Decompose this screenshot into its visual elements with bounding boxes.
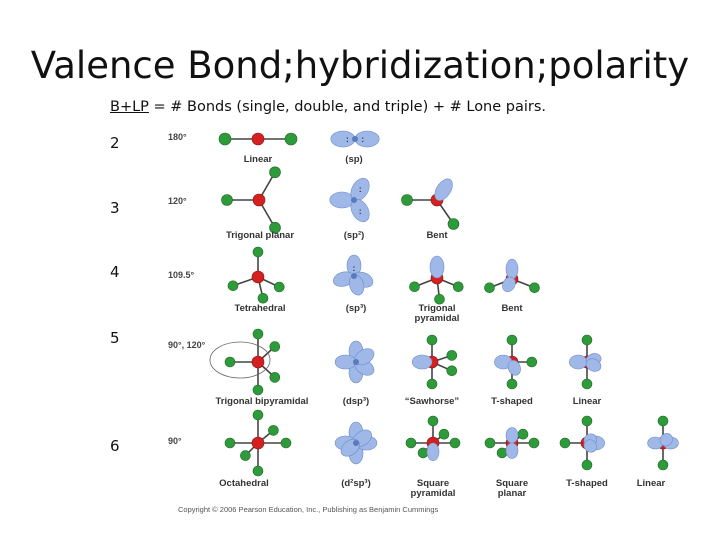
outer-atom bbox=[447, 350, 457, 360]
outer-atom bbox=[658, 460, 668, 470]
row-count-5: 5 bbox=[110, 329, 120, 347]
label-sawhorse: “Sawhorse” bbox=[404, 396, 460, 407]
slide-title: Valence Bond;hybridization;polarity bbox=[30, 44, 690, 87]
outer-atom bbox=[225, 438, 235, 448]
lone-pair-dots: : bbox=[358, 185, 362, 195]
orbital-lobe bbox=[430, 256, 444, 278]
outer-atom bbox=[240, 451, 250, 461]
outer-atom bbox=[448, 219, 459, 230]
outer-atom bbox=[270, 372, 280, 382]
lone-pair-dots: : bbox=[345, 135, 349, 144]
orbital-lobe bbox=[335, 355, 356, 369]
outer-atom bbox=[253, 329, 263, 339]
outer-atom bbox=[658, 416, 668, 426]
outer-atom bbox=[485, 283, 495, 293]
orbital-lobe bbox=[331, 131, 355, 147]
label-trigonal-planar: Trigonal planar bbox=[225, 230, 295, 241]
orbital-lobe bbox=[569, 355, 587, 369]
outer-atom bbox=[253, 410, 263, 420]
outer-atom bbox=[518, 429, 528, 439]
label-t-shaped-6: T-shaped bbox=[566, 478, 608, 489]
outer-atom bbox=[268, 425, 278, 435]
outer-atom bbox=[427, 335, 437, 345]
label-octahedral: Octahedral bbox=[219, 478, 269, 489]
outer-atom bbox=[527, 357, 537, 367]
label-square-planar: Square planar bbox=[495, 478, 529, 499]
angle-label-row-6: 90° bbox=[168, 436, 182, 446]
row-count-3: 3 bbox=[110, 199, 120, 217]
outer-atom bbox=[582, 460, 592, 470]
orbital-lobe bbox=[506, 259, 518, 279]
central-atom bbox=[252, 437, 264, 449]
orbital-lobe bbox=[506, 443, 518, 458]
outer-atom bbox=[428, 416, 438, 426]
orbital-lobe bbox=[427, 443, 439, 461]
nucleus bbox=[352, 136, 358, 142]
outer-atom bbox=[582, 416, 592, 426]
row-count-2: 2 bbox=[110, 134, 120, 152]
outer-atom bbox=[507, 335, 517, 345]
label-sp: (sp) bbox=[345, 154, 363, 165]
orbital-lobe bbox=[412, 355, 432, 369]
label-linear-6: Linear bbox=[636, 478, 666, 489]
label-trigonal-bipyramidal: Trigonal bipyramidal bbox=[215, 396, 309, 407]
angle-label-row-3: 120° bbox=[168, 196, 187, 206]
label-t-shaped-5: T-shaped bbox=[491, 396, 533, 407]
label-tetrahedral: Tetrahedral bbox=[234, 303, 286, 314]
outer-atom bbox=[507, 379, 517, 389]
outer-atom bbox=[418, 448, 428, 458]
outer-atom bbox=[225, 357, 235, 367]
label-bent-3: Bent bbox=[426, 230, 448, 241]
subtitle-rest: = # Bonds (single, double, and triple) + # Lone pairs. bbox=[148, 99, 547, 115]
label-sp3: (sp³) bbox=[345, 303, 367, 314]
nucleus bbox=[351, 197, 357, 203]
outer-atom bbox=[427, 379, 437, 389]
row-count-4: 4 bbox=[110, 263, 120, 281]
angle-label-row-4: 109.5° bbox=[168, 270, 195, 280]
outer-atom bbox=[447, 366, 457, 376]
label-d2sp3: (d²sp³) bbox=[341, 478, 371, 489]
outer-atom bbox=[439, 429, 449, 439]
central-atom bbox=[252, 271, 264, 283]
lone-pair-dots: : bbox=[361, 135, 365, 144]
outer-atom bbox=[228, 281, 238, 291]
outer-atom bbox=[582, 335, 592, 345]
outer-atom bbox=[270, 167, 281, 178]
copyright-notice: Copyright © 2006 Pearson Education, Inc., Publishing as Benjamin Cummings bbox=[178, 505, 439, 514]
central-atom bbox=[253, 194, 265, 206]
nucleus bbox=[353, 359, 359, 365]
subtitle-underlined: B+LP bbox=[110, 99, 149, 115]
outer-atom bbox=[497, 448, 507, 458]
outer-atom bbox=[529, 438, 539, 448]
outer-atom bbox=[406, 438, 416, 448]
label-linear-5: Linear bbox=[572, 396, 602, 407]
outer-atom bbox=[560, 438, 570, 448]
outer-atom bbox=[253, 385, 263, 395]
outer-atom bbox=[253, 466, 263, 476]
central-atom bbox=[252, 133, 264, 145]
lone-pair-dots: : bbox=[358, 206, 362, 216]
outer-atom bbox=[258, 293, 268, 303]
angle-label-row-5: 90°, 120° bbox=[168, 340, 206, 350]
outer-atom bbox=[402, 195, 413, 206]
outer-atom bbox=[253, 247, 263, 257]
row-count-6: 6 bbox=[110, 437, 120, 455]
outer-atom bbox=[222, 195, 233, 206]
outer-atom bbox=[219, 133, 231, 145]
lone-pair-dots: : bbox=[352, 264, 356, 274]
outer-atom bbox=[281, 438, 291, 448]
label-sp2: (sp²) bbox=[343, 230, 365, 241]
outer-atom bbox=[270, 342, 280, 352]
outer-atom bbox=[582, 379, 592, 389]
outer-atom bbox=[285, 133, 297, 145]
angle-label-row-2: 180° bbox=[168, 132, 187, 142]
outer-atom bbox=[453, 282, 463, 292]
label-dsp3: (dsp³) bbox=[342, 396, 370, 407]
orbital-lobe bbox=[330, 192, 354, 208]
outer-atom bbox=[485, 438, 495, 448]
outer-atom bbox=[530, 283, 540, 293]
outer-atom bbox=[450, 438, 460, 448]
outer-atom bbox=[410, 282, 420, 292]
orbital-lobe bbox=[506, 428, 518, 443]
label-trigonal-pyramidal: Trigonal pyramidal bbox=[414, 303, 460, 324]
outer-atom bbox=[274, 282, 284, 292]
label-linear: Linear bbox=[243, 154, 273, 165]
label-square-pyramidal: Square pyramidal bbox=[410, 478, 456, 499]
nucleus bbox=[351, 273, 357, 279]
orbital-lobe bbox=[355, 131, 379, 147]
central-atom bbox=[252, 356, 264, 368]
label-bent-4: Bent bbox=[501, 303, 523, 314]
nucleus bbox=[353, 440, 359, 446]
